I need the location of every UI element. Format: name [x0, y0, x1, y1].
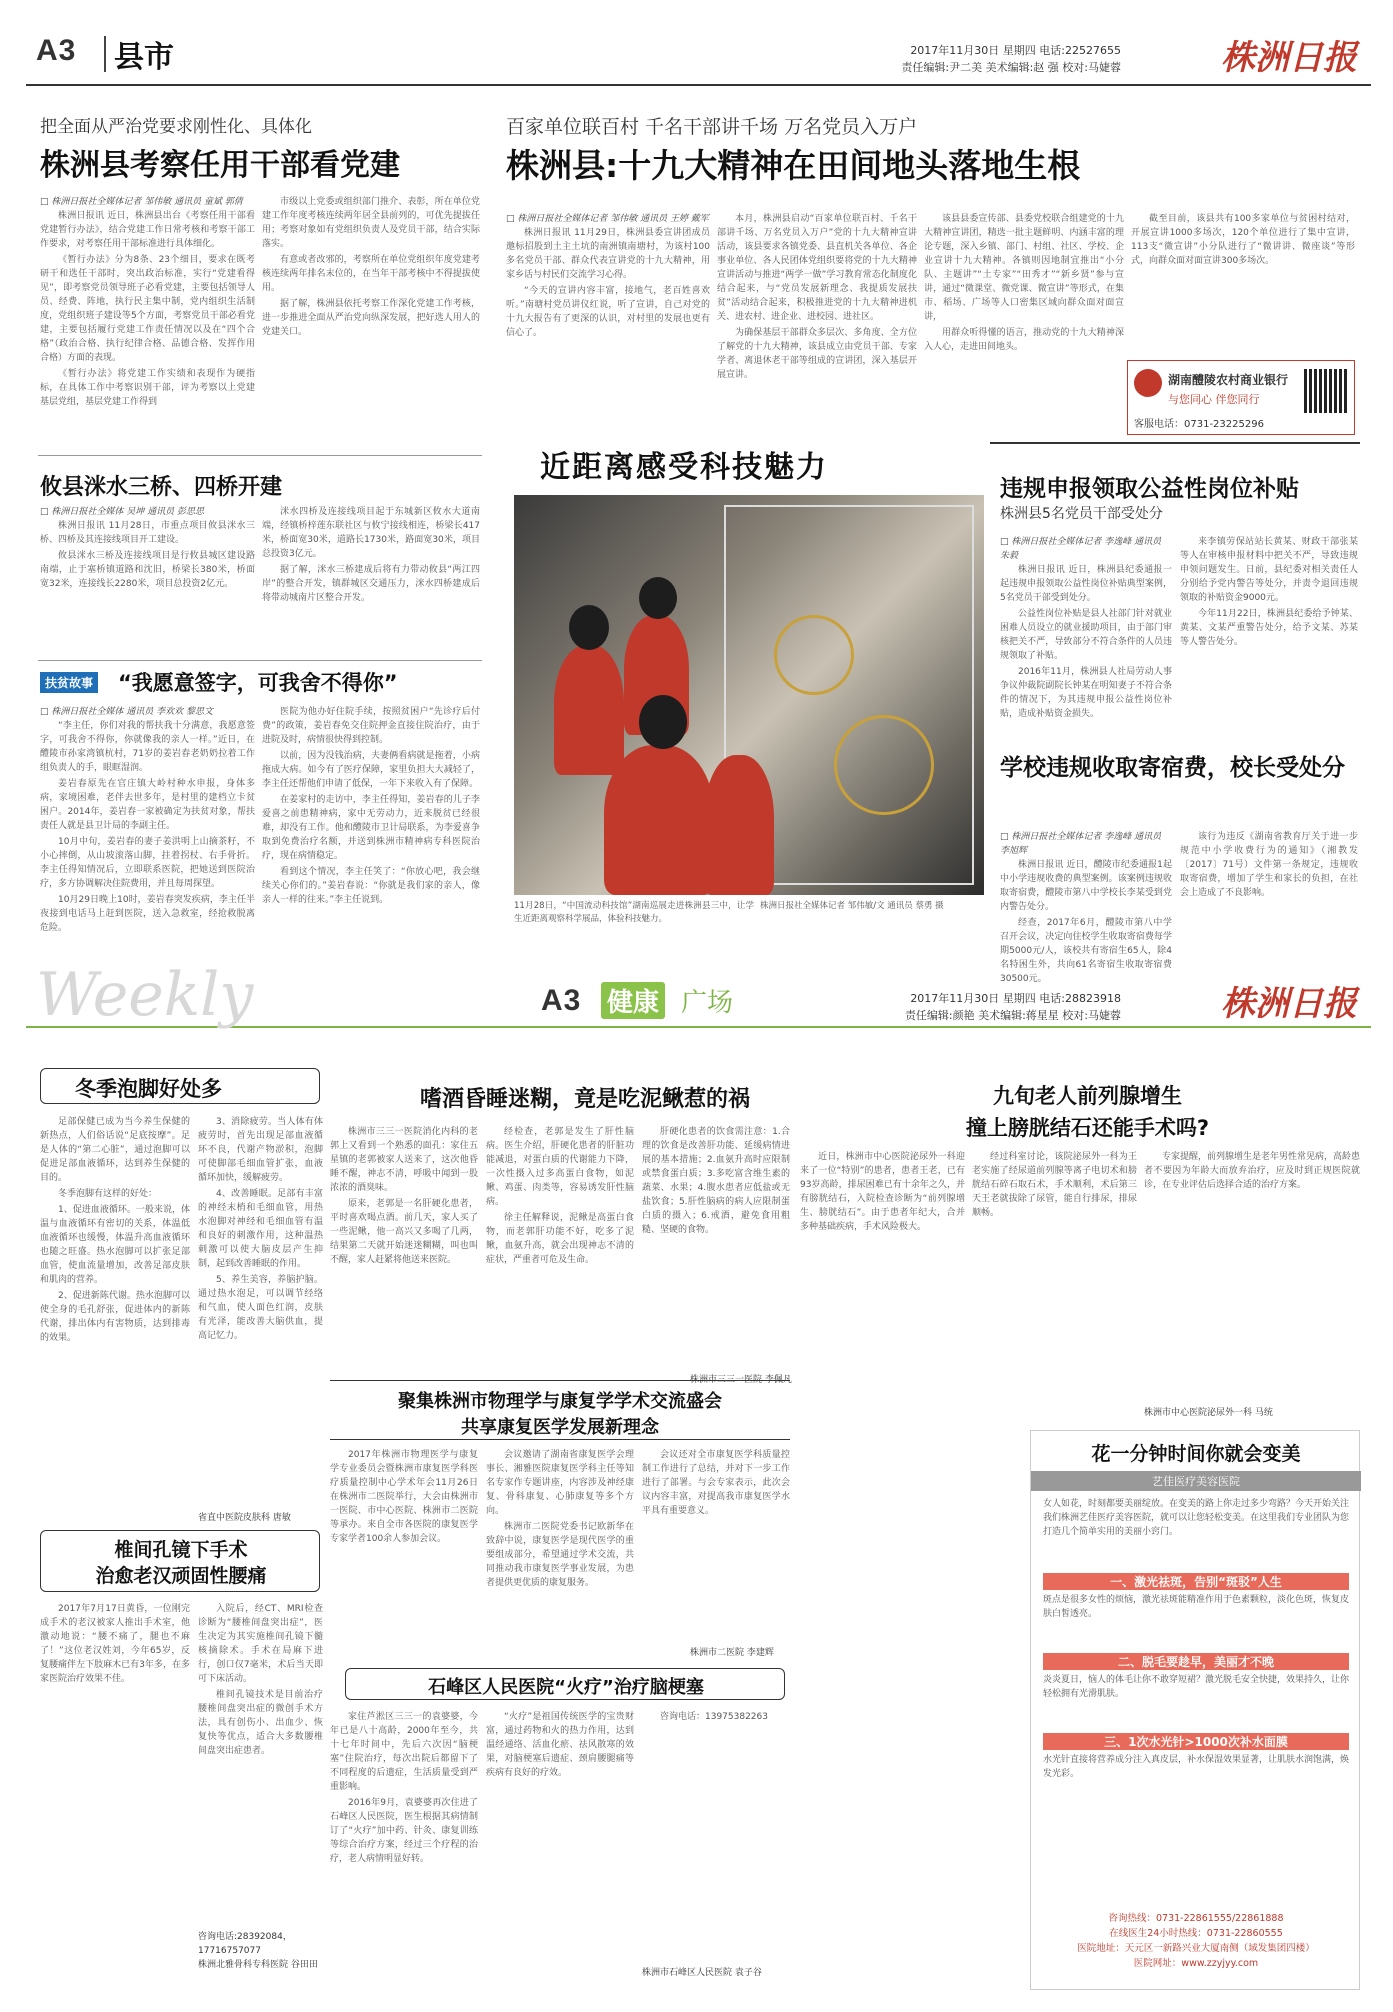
- article13-heading: 一、激光祛斑，告别“斑驳”人生: [1043, 1573, 1349, 1590]
- article10-credit: 株洲市二医院 李建辉: [690, 1648, 774, 1658]
- article1-col1: [40, 195, 255, 445]
- article9-col3: [1144, 1150, 1360, 1400]
- article10-header: [330, 1380, 790, 1440]
- bottom-page-number: A3: [541, 984, 582, 1017]
- article4-col1: [40, 705, 255, 963]
- article1-byline: □ 株洲日报社全媒体记者 邹伟敏 通讯员 童斌 郭倩: [40, 197, 243, 207]
- article12-title: 石峰区人民医院“火疗”治疗脑梗塞: [428, 1677, 704, 1698]
- article4-title: “我愿意签字，可我舍不得你”: [118, 671, 398, 695]
- article2-para: 该县县委宣传部、县委党校联合组建党的十九大精神宣讲团，精选一批主题鲜明、内涵丰富的理论专题，深入乡镇、部门、村组、社区、学校、企业宣讲十九大精神。各镇则因地制宜推出“小分队、主题讲”“土专家”“田秀才”“新乡贤”参与宣讲，通过“微课堂、微党课、微宣讲”等形式，在集市、稻场、广场等人口密集区域向群众面对面宣讲，: [924, 214, 1124, 322]
- article7-para: 足部保健已成为当今养生保健的新热点，人们俗话说“足底按摩”。足是人体的“第二心脏”，通过泡脚可以促进足部血液循环，达到养生保健的目的。: [40, 1117, 190, 1183]
- article8-para: 肝硬化患者的饮食需注意：1.合理的饮食是改善肝功能、延缓病情进展的基本措施；2.血氨升高时应限制或禁食蛋白质；3.多吃富含维生素的蔬菜、水果；4.腹水患者应低盐或无盐饮食；5.肝性脑病的病人应限制蛋白质的摄入；6.戒酒，避免食用粗糙、坚硬的食物。: [642, 1127, 790, 1235]
- article2-para: 用群众听得懂的语言，推动党的十九大精神深入人心，走进田间地头。: [924, 328, 1124, 352]
- article4-para: 医院为他办好住院手续，按照贫困户“先诊疗后付费”的政策，姜岩春免交住院押金直接住院治疗，由于进院及时，病情很快得到控制。: [262, 707, 480, 745]
- article6-para: 经查，2017年6月，醴陵市第八中学召开会议，决定向住校学生收取寄宿费每学期5000元/人，该校共有寄宿生65人，除4名特困生外，共向61名寄宿生收取寄宿费30500元。: [1000, 918, 1172, 984]
- article6-para: 该行为违反《湖南省教育厅关于进一步规范中小学收费行为的通知》（湘教发〔2017〕71号）文件第一条规定，违规收取寄宿费，增加了学生和家长的负担，在社会上造成了不良影响。: [1180, 832, 1358, 898]
- article13-website: 医院网址：www.zzyjyy.com: [1133, 1958, 1259, 1969]
- article2-para: “今天的宣讲内容丰富，接地气，老百姓喜欢听。”南塘村党员讲仪红说，听了宣讲，自己对党的十九大报告有了更深的认识，对村里的发展也更有信心了。: [506, 286, 710, 338]
- bank-name: 湖南醴陵农村商业银行: [1168, 373, 1289, 387]
- article4-tag: 扶贫故事: [40, 672, 98, 693]
- article2-para: 截至目前，该县共有100多家单位与贫困村结对，开展宣讲1000多场次，120个单位进行了集中宣讲，113支“微宣讲”小分队进行了“微讲讲、微座谈”等形式，向群众面对面宣讲300多场次。: [1131, 214, 1355, 266]
- section-health: 健康: [601, 982, 665, 1019]
- article13-contact: [1043, 1911, 1349, 1971]
- article1-para: 《暂行办法》将党建工作实绩和表现作为硬指标，在具体工作中考察识别干部，评为考察以上党建基层党组，基层党建工作得到: [40, 369, 255, 407]
- article12-col3: [642, 1710, 790, 1960]
- article3-para: 洣水四桥及连接线项目起于东城新区攸水大道南端，经镇桥梓莲东联社区与攸宁接线相连，桥梁长417米，桥面宽30米，道路长1730米，路面宽30米，项目总投资3亿元。: [262, 507, 480, 559]
- article13-heading: 三、1次水光针>1000次补水面膜: [1043, 1733, 1349, 1750]
- article4-col2: [262, 705, 480, 963]
- bottom-date-line: 2017年11月30日 星期四 电话:28823918: [910, 992, 1121, 1005]
- bank-logo-icon: [1134, 369, 1162, 397]
- article8-col3: [642, 1125, 790, 1370]
- article11-para: 2017年7月17日黄昏，一位刚完成手术的老汉被家人推出手术室，他激动地说：“腰不痛了，腿也不麻了！”这位老汉姓刘，今年65岁，反复腰痛伴左下肢麻木已有3年多，在多家医院治疗效果不佳。: [40, 1604, 190, 1684]
- date-line: 2017年11月30日 星期四 电话:22527655: [910, 44, 1121, 57]
- article4-para: 姜岩春原先在官庄镇大岭村种水申报，身体多病，家境困难，老伴去世多年，是村里的建档立卡贫困户。2014年，姜岩春一家被确定为扶贫对象，帮扶责任人就是县卫计局的李副主任。: [40, 779, 255, 831]
- article13-phone: 咨询热线：0731-22861555/22861888: [1108, 1913, 1284, 1924]
- bank-phone: [1134, 415, 1264, 430]
- article7-title-box: [40, 1068, 320, 1104]
- article5-para: 今年11月22日，株洲县纪委给予钟某、黄某、文某严重警告处分，给予文某、苏某等人警告处分。: [1180, 609, 1358, 647]
- article6-col2: [1180, 830, 1358, 962]
- article13-intro: 女人如花，时刻都要美丽绽放。在变美的路上你走过多少弯路？今天开始关注我们株洲艺佳医疗美容医院，就可以让您轻松变美。在这里我们专业团队为您打造几个简单实用的美丽小窍门。: [1043, 1499, 1350, 1537]
- article11-title-box: [40, 1530, 320, 1592]
- divider: [38, 455, 482, 456]
- article12-title-box: [345, 1668, 785, 1700]
- article10-title: 聚集株洲市物理学与康复学学术交流盛会: [398, 1391, 722, 1412]
- article7-para: 1、促进血液循环。一般来说，体温与血液循环有密切的关系，体温低血液循环也缓慢，体温升高血液循环也随之旺盛。热水泡脚可以扩张足部血管，使血流量增加，改善足部皮肤和肌肉的营养。: [40, 1205, 190, 1285]
- article2-kicker: 百家单位联百村 千名干部讲千场 万名党员入万户: [506, 116, 918, 138]
- article13-address: 医院地址：天元区一新路兴业大厦南侧（域发集团四楼）: [1077, 1943, 1315, 1954]
- article6-col1: [1000, 830, 1172, 984]
- article13-subtitle: 艺佳医疗美容医院: [1031, 1471, 1361, 1491]
- article1-para: 有意或者改邪的，考察所在单位党组织年度党建考核连续两年排名末位的，在当年干部考核中不得提拔使用。: [262, 255, 480, 293]
- article8-para: 经检查，老郭是发生了肝性脑病。医生介绍，肝硬化患者的肝脏功能减退，对蛋白质的代谢能力下降，一次性摄入过多高蛋白食物，如泥鳅、鸡蛋、肉类等，容易诱发肝性脑病。: [486, 1127, 634, 1207]
- article4-para: 10月29日晚上10时，姜岩春突发疾病，李主任半夜接到电话马上赶到医院，送入急救室，经抢救脱离危险。: [40, 895, 255, 933]
- article3-col1: [40, 505, 255, 655]
- article11-para: 椎间孔镜技术是目前治疗腰椎间盘突出症的微创手术方法，具有创伤小、出血少、恢复快等优点，适合大多数腰椎间盘突出症患者。: [198, 1690, 323, 1756]
- article3-para: 据了解，洣水三桥建成后将有力带动攸县“两江四岸”的整合开发，镇群城区交通压力，洣水四桥建成后将带动城南片区整合开发。: [262, 565, 480, 603]
- article10-col3: [642, 1448, 790, 1643]
- article1-para: 株洲日报讯 近日，株洲县出台《考察任用干部看党建暂行办法》，结合党建工作日常考核和考察干部工作要求，对考察任用干部标准进行具体细化。: [40, 211, 255, 249]
- article2-col4: [1131, 212, 1355, 352]
- article12-col1: [330, 1710, 478, 1980]
- section-title: 县市: [114, 40, 174, 75]
- weekly-watermark: Weekly: [36, 960, 254, 1030]
- article1-para: 据了解，株洲县依托考察工作深化党建工作考核，进一步推进全面从严治党向纵深发展，把好选人用人的党建关口。: [262, 299, 480, 337]
- article8-title: 嗜酒昏睡迷糊，竟是吃泥鳅惹的祸: [420, 1087, 751, 1112]
- article9-para: 专家提醒，前列腺增生是老年男性常见病，高龄患者不要因为年龄大而放弃治疗，应及时到正规医院就诊，在专业评估后选择合适的治疗方案。: [1144, 1152, 1361, 1190]
- article6-para: 株洲日报讯 近日，醴陵市纪委通报1起中小学违规收费的典型案例。该案例违规收取寄宿费，醴陵市第八中学校长李某受到党内警告处分。: [1000, 860, 1172, 912]
- article9-credit: 株洲市中心医院泌尿外一科 马统: [1144, 1408, 1273, 1418]
- article5-subtitle: 株洲县5名党员干部受处分: [1000, 506, 1163, 522]
- article1-para: 市级以上党委或组织部门推介、表彰，所在单位党建工作年度考核连续两年居全县前列的，可优先提拔任用；考察对象如有党组织负责人及党员干部，结合实际落实。: [262, 197, 480, 249]
- bottom-editors-line: 责任编辑:颜艳 美术编辑:蒋星星 校对:马婕蓉: [904, 1009, 1121, 1022]
- article11-col2: [198, 1602, 323, 1922]
- article5-para: 公益性岗位补贴是县人社部门针对就业困难人员设立的就业援助项目，由于部门审核把关不严，导致部分不符合条件的人员违规领取了补贴。: [1000, 609, 1172, 661]
- article13-box: [1030, 1430, 1360, 1990]
- article7-col1: [40, 1115, 190, 1505]
- article10-subtitle: 共享康复医学发展新理念: [461, 1417, 659, 1438]
- photo-story-title: 近距离感受科技魅力: [540, 450, 828, 485]
- article4-para: 看到这个情况，李主任笑了：“你放心吧，我会继续关心你们的。”姜岩春说：“你就是我们家的亲人，像亲人一样的往来。”李主任说到。: [262, 867, 480, 905]
- bank-slogan: 与您同心 伴您同行: [1168, 393, 1260, 406]
- article3-title: 攸县洣水三桥、四桥开建: [40, 475, 283, 500]
- article7-title: 冬季泡脚好处多: [75, 1077, 222, 1101]
- photo-credit: 株洲日报社全媒体记者 邹伟敏/文 通讯员 蔡勇 摄: [760, 901, 944, 911]
- article1-title: 株洲县考察任用干部看党建: [40, 148, 400, 183]
- header-meta: [901, 42, 1121, 76]
- photo-students-science-exhibit: [514, 495, 984, 895]
- bottom-header-meta: [905, 990, 1121, 1024]
- article10-para: 会议邀请了湖南省康复医学会理事长、湘雅医院康复医学科主任等知名专家作专题讲座，内容涉及神经康复、骨科康复、心肺康复等多个方向。: [486, 1450, 634, 1516]
- article12-col2: [486, 1710, 634, 1980]
- article13-hotline: 在线医生24小时热线：0731-22860555: [1109, 1928, 1283, 1939]
- article11-para: 入院后，经CT、MRI检查诊断为“腰椎间盘突出症”，医生决定为其实施椎间孔镜下髓核摘除术。手术在局麻下进行，创口仅7毫米，术后当天即可下床活动。: [198, 1604, 323, 1684]
- article5-col2: [1180, 535, 1358, 745]
- article9-para: 近日，株洲市中心医院泌尿外一科迎来了一位“特别”的患者，患者王老，已有93岁高龄，排尿困难已有十余年之久，并有膀胱结石，入院检查诊断为“前列腺增生、膀胱结石”。由于患者年纪大，合并多种基础疾病，手术风险极大。: [800, 1152, 965, 1232]
- article5-para: 来李镇劳保站站长黄某、财政干部张某等人在审核申报材料中把关不严，导致违规申领问题发生。日前，县纪委对相关责任人分别给予党内警告等处分，并责令退回违规领取的补贴资金9000元。: [1180, 537, 1358, 603]
- article8-col1: [330, 1125, 478, 1370]
- article10-col2: [486, 1448, 634, 1643]
- article8-para: 徐主任解释说，泥鳅是高蛋白食物，而老郭肝功能不好，吃多了泥鳅，血氨升高，就会出现神志不清的症状，严重者可危及生命。: [486, 1213, 634, 1265]
- article13-text: 水光针直接将营养成分注入真皮层，补水保湿效果显著，让肌肤水润饱满，焕发光彩。: [1043, 1755, 1350, 1779]
- article9-col1: [800, 1150, 965, 1500]
- article8-para: 株洲市三三一医院消化内科的老郭上又看到一个熟悉的面孔：家住五星镇的老郭被家人送来了，这次他昏睡不醒，神志不清，呼吸中闻到一股浓浓的酒臭味。: [330, 1127, 478, 1193]
- article6-title: 学校违规收取寄宿费，校长受处分: [1000, 755, 1345, 781]
- article11-credit-block: [198, 1930, 323, 1972]
- section-square: 广场: [681, 988, 734, 1018]
- article10-col1: [330, 1448, 478, 1643]
- article10-para: 株洲市二医院党委书记欧新华在致辞中说，康复医学是现代医学的重要组成部分，希望通过学术交流，共同推动我市康复医学事业发展，为患者提供更优质的康复服务。: [486, 1522, 634, 1588]
- article3-para: 攸县洣水三桥及连接线项目是行攸县城区建设路南端，止于塞桥镇道路和沈旧，桥梁长380米，桥面宽32米，连接线长2280米，项目总投资2亿元。: [40, 551, 255, 589]
- article11-credit: 株洲北雅骨科专科医院 谷田田: [198, 1960, 318, 1970]
- article4-para: 以前，因为没钱治病，夫妻俩看病就是拖着，小病拖成大病。如今有了医疗保障，家里负担大大减轻了，李主任还帮他们申请了低保，一年下来收入有了保障。: [262, 751, 480, 789]
- article8-para: 原来，老郭是一名肝硬化患者，平时喜欢喝点酒。前几天，家人买了一些泥鳅，他一高兴又多喝了几两，结果第二天就开始迷迷糊糊，叫也叫不醒，家人赶紧将他送来医院。: [330, 1199, 478, 1265]
- photo-caption: 11月28日，“中国流动科技馆”湖南巡展走进株洲县三中，让学生近距离观察科学展品，体验科技魅力。: [514, 901, 754, 924]
- article10-para: 会议还对全市康复医学科质量控制工作进行了总结，并对下一步工作进行了部署。与会专家表示，此次会议内容丰富，对提高我市康复医学水平具有重要意义。: [642, 1450, 790, 1516]
- article13-heading: 二、脱毛要趁早，美丽才不晚: [1043, 1653, 1349, 1670]
- article11-col1: [40, 1602, 190, 1982]
- article5-col1: [1000, 535, 1172, 745]
- article3-col2: [262, 505, 480, 655]
- article3-byline: □ 株洲日报社全媒体 吴坤 通讯员 彭思思: [40, 507, 204, 517]
- article4-byline: □ 株洲日报社全媒体 通讯员 李欢欢 黎思文: [40, 707, 213, 717]
- article1-kicker: 把全面从严治党要求刚性化、具体化: [40, 117, 312, 137]
- bank-phone-number: 0731-23225296: [1184, 419, 1264, 430]
- article5-byline: □ 株洲日报社全媒体记者 李逸峰 通讯员 朱毅: [1000, 537, 1162, 561]
- article6-byline: □ 株洲日报社全媒体记者 李逸峰 通讯员 李旭辉: [1000, 832, 1162, 856]
- article11-phone: 咨询电话:28392084，17716757077: [198, 1932, 292, 1956]
- article12-para: 咨询电话：13975382263: [660, 1712, 768, 1722]
- article5-para: 株洲日报讯 近日，株洲县纪委通报一起违规申报领取公益性岗位补贴典型案例，5名党员干部受到处分。: [1000, 565, 1172, 603]
- header-divider: [104, 36, 106, 72]
- bank-ad: [1127, 360, 1355, 435]
- article2-para: 本月，株洲县启动“百家单位联百村、千名干部讲千场、万名党员入万户”党的十九大精神宣讲活动，该县要求各镇党委、县直机关各单位、各企事业单位、各人民团体党组织要将党的十九大精神宣讲活动与推进“两学一做”学习教育常态化制度化结合起来，与“党员发展新理念、我提质发展扶贫”活动结合起来，积极推进党的十九大精神进机关、进农村、进企业、进校园、进社区。: [717, 214, 917, 322]
- masthead-logo: 株洲日报: [1221, 38, 1357, 78]
- article11-title: 椎间孔镜下手术 治愈老汉顽固性腰痛: [95, 1539, 267, 1587]
- article9-para: 经过科室讨论，该院泌尿外一科为王老实施了经尿道前列腺等离子电切术和膀胱结石碎石取石术，手术顺利，术后第三天王老就拔除了尿管，能自行排尿，排尿顺畅。: [972, 1152, 1137, 1218]
- article10-para: 2017年株洲市物理医学与康复学专业委员会暨株洲市康复医学科医疗质量控制中心学术年会11月26日在株洲市二医院举行，大会由株洲市一医院、市中心医院、株洲市二医院等承办。来自全市各医院的康复医学专家学者100余人参加会议。: [330, 1450, 478, 1544]
- article2-para: 为确保基层干部群众多层次、多角度、全方位了解党的十九大精神，该县成立由党员干部、专家学者、离退休老干部等组成的宣讲团，深入基层开展宣讲。: [717, 328, 917, 380]
- article7-credit: 省直中医院皮肤科 唐敏: [198, 1513, 291, 1523]
- article2-col2: [717, 212, 917, 437]
- article3-para: 株洲日报讯 11月28日，市重点项目攸县洣水三桥、四桥及其连接线项目开工建设。: [40, 521, 255, 545]
- article13-text: 炎炎夏日，恼人的体毛让你不敢穿短裙？激光脱毛安全快捷，效果持久，让你轻松拥有光滑肌肤。: [1043, 1675, 1350, 1699]
- article7-para: 冬季泡脚有这样的好处：: [58, 1189, 158, 1199]
- qr-code-icon: [1304, 369, 1348, 413]
- article12-para: “火疗”是祖国传统医学的宝贵财富，通过药物和火的热力作用，达到温经通络、活血化瘀、祛风散寒的效果，对脑梗塞后遗症、颈肩腰腿痛等疾病有良好的疗效。: [486, 1712, 634, 1778]
- article7-col2: [198, 1115, 323, 1505]
- article2-para: 株洲日报讯 11月29日，株洲县委宣讲团成员邀标招股到土主土坑的南洲镇南塘村，为该村100多名党员干部、群众代表宣讲党的十九大精神，用家乡话与村民们交流学习心得。: [506, 228, 710, 280]
- top-page-header: [26, 20, 1371, 86]
- article13-title: 花一分钟时间你就会变美: [1091, 1443, 1301, 1465]
- article5-title: 违规申报领取公益性岗位补贴: [1000, 476, 1299, 502]
- article5-para: 2016年11月，株洲县人社局劳动人事争议仲裁院副院长钟某在明知妻子不符合条件的情况下，为其违规申报公益性岗位补贴，造成补贴资金损失。: [1000, 667, 1172, 719]
- bottom-masthead-logo: 株洲日报: [1221, 984, 1357, 1024]
- article12-credit: 株洲市石峰区人民医院 袁子谷: [642, 1968, 762, 1978]
- bottom-page-header: [26, 960, 1371, 1030]
- divider: [38, 660, 482, 661]
- bank-phone-label: 客服电话：: [1134, 419, 1184, 430]
- article8-credit: 株洲市三三一医院 李佩凡: [690, 1375, 792, 1385]
- editors-line: 责任编辑:尹二美 美术编辑:赵 强 校对:马婕蓉: [901, 61, 1121, 74]
- article12-para: 家住芦淞区三三一的袁婆婆，今年已是八十高龄，2000年至今，共十七年时间中，先后六次因“脑梗塞”住院治疗，每次出院后都留下了不同程度的后遗症，生活质量受到严重影响。: [330, 1712, 478, 1792]
- article2-byline: □ 株洲日报社全媒体记者 邹伟敏 通讯员 王婷 戴军: [506, 214, 709, 224]
- article8-col2: [486, 1125, 634, 1370]
- article13-text: 斑点是很多女性的烦恼，激光祛斑能精准作用于色素颗粒，淡化色斑，恢复皮肤白皙透亮。: [1043, 1595, 1350, 1619]
- article2-title: 株洲县:十九大精神在田间地头落地生根: [506, 146, 1081, 185]
- article2-col3: [924, 212, 1124, 437]
- article4-para: “李主任，你们对我的帮扶我十分满意，我愿意签字，可我舍不得你，你就像我的亲人一样。”近日，在醴陵市孙家湾镇杭村，71岁的姜岩春老奶奶拉着工作组负责人的手，眼眶湿润。: [40, 721, 255, 773]
- article2-col1: [506, 212, 710, 437]
- article7-para: 2、促进新陈代谢。热水泡脚可以使全身的毛孔舒张，促进体内的新陈代谢，排出体内有害物质，达到排毒的效果。: [40, 1291, 190, 1343]
- article1-col2: [262, 195, 480, 445]
- article4-para: 在姜家村的走访中，李主任得知，姜岩春的儿子李爱喜之前患精神病，家中无劳动力，近来脱贫已经很难，却没有工作。他和醴陵市卫计局联系，为李爱喜争取到免费治疗名额，并送到株洲市精神病专科医院治疗，现在病情稳定。: [262, 795, 480, 861]
- article1-para: 《暂行办法》分为8条、23个细目，要求在既考研干和选任干部时，突出政治标准，实行“党建看得见”，即考察党员领导班子必看党建，主要包括领导人员、经费、阵地，执行民主集中制，党内组织生活制度，党组织班子建设等5个方面，考察党员干部必看党建，主要包括履行党建工作责任情况以及在“四个合格”（政治合格、执行纪律合格、品德合格、发挥作用合格）方面的表现。: [40, 255, 255, 363]
- article7-para: 3、消除疲劳。当人体有体疲劳时，首先出现足部血液循环不良，代谢产物淤积，泡脚可使脚部毛细血管扩张，血液循环加快，缓解疲劳。: [198, 1117, 323, 1183]
- page-number: A3: [36, 34, 77, 67]
- article9-title: 九旬老人前列腺增生 撞上膀胱结石还能手术吗?: [965, 1084, 1210, 1140]
- article7-para: 4、改善睡眠。足部有丰富的神经末梢和毛细血管，用热水泡脚对神经和毛细血管有温和良好的刺激作用，这种温热刺激可以使大脑皮层产生抑制，起到改善睡眠的作用。: [198, 1189, 323, 1269]
- article7-para: 5、养生美容，养脑护脑。通过热水泡足，可以调节经络和气血，使人面色红润，皮肤有光泽，能改善大脑供血，提高记忆力。: [198, 1275, 323, 1341]
- article12-para: 2016年9月，袁婆婆再次住进了石峰区人民医院，医生根据其病情制订了“火疗”加中药、针灸、康复训练等综合治疗方案，经过三个疗程的治疗，老人病情明显好转。: [330, 1798, 478, 1864]
- article4-para: 10月中旬，姜岩春的妻子姜洪明上山摘茶籽，不小心摔倒，从山坡滚落山脚，拄着拐杖、右手骨折。李主任得知情况后，立即联系医院，把她送到医院治疗，多方协调解决住院费用，并且每周探望。: [40, 837, 255, 889]
